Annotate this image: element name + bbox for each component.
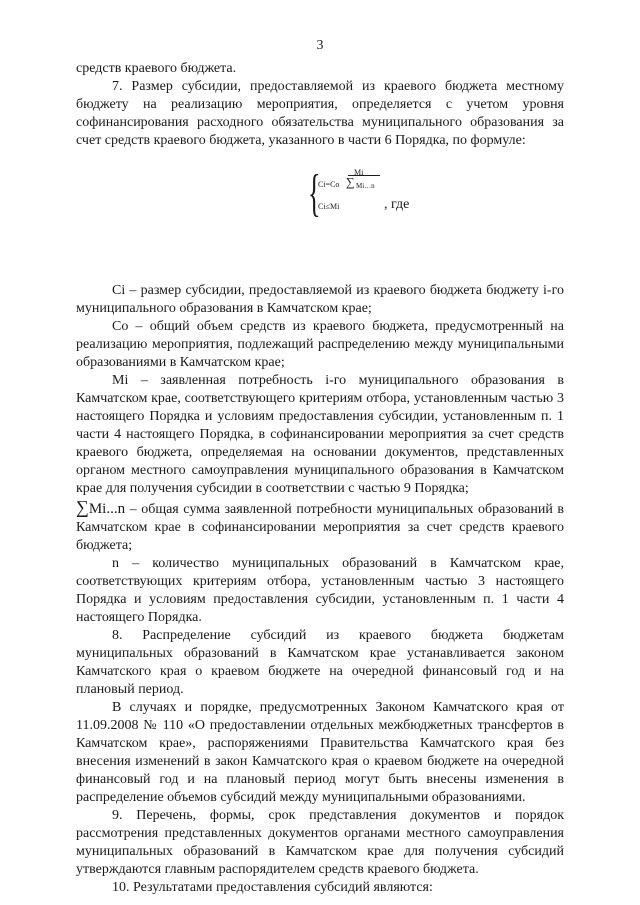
formula-constraint: Ci≤Mi (318, 202, 340, 211)
formula-block (308, 165, 478, 222)
formula-numerator: Mi (354, 168, 364, 177)
formula-ci-co: Ci=Co (318, 180, 340, 189)
formula-where: , где (384, 197, 410, 212)
definition-co: Co – общий объем средств из краевого бюджета, предусмотренный на реализацию мероприятия, подлежащий распределению между муниципальными образованиями в Камчатском крае; (76, 319, 564, 370)
paragraph-9: 9. Перечень, формы, срок представления документов и порядок рассмотрения представленных документов органами местного самоуправления муниципальных образований в Камчатском крае для получения субсидий утверждаются главным распорядителем средств краевого бюджета. (76, 808, 564, 877)
sum-symbol-inline: ∑ (76, 497, 89, 517)
definition-mi: Mi – заявленная потребность i-го муниципального образования в Камчатском крае, соответствующего критериям отбора, установленным частью 3 настоящего Порядка и условиям предоставления субсидии, установленным п. 1 части 4 настоящего Порядка, в софинансировании мероприятия за счет средств краевого бюджета, определяемая на основании документов, представленных органом местного самоуправления муниципального образования в Камчатском крае для получения субсидии в соответствии с частью 9 Порядка; (76, 373, 564, 496)
paragraph-7: 7. Размер субсидии, предоставляемой из краевого бюджета местному бюджету на реализацию мероприятия, определяется с учетом уровня софинансирования расходного обязательства муниципального образования за счет средств краевого бюджета, указанного в части 6 Порядка, по формуле: (76, 79, 564, 148)
definition-ci: Ci – размер субсидии, предоставляемой из краевого бюджета бюджету i-го муниципального образования в Камчатском крае; (76, 283, 564, 316)
paragraph-8-cases: В случаях и порядке, предусмотренных Законом Камчатского края от 11.09.2008 № 110 «О предоставлении отдельных межбюджетных трансфертов в Камчатском крае», распоряжениями Правительства Камчатского края без внесения изменений в закон Камчатского края о краевом бюджете на очередной финансовый год и на плановый период могут быть внесены изменения в распределение объемов субсидий между муниципальными образованиями. (76, 700, 564, 805)
curly-brace: { (308, 165, 321, 222)
sum-symbol: ∑ (346, 175, 355, 189)
document-body (76, 60, 564, 897)
paragraph-10: 10. Результатами предоставления субсидий являются: (112, 880, 433, 895)
definition-sum (76, 498, 564, 555)
paragraph-8: 8. Распределение субсидий из краевого бюджета бюджетам муниципальных образований в Камчатском крае устанавливается законом Камчатского края о краевом бюджете на очередной финансовый год и на плановый период. (76, 628, 564, 697)
definition-sum-text: – общая сумма заявленной потребности муниципальных образований в Камчатском крае в софинансировании мероприятия за счет средств краевого бюджета; (76, 502, 564, 553)
definition-n: n – количество муниципальных образований в Камчатском крае, соответствующих критериям отбора, установленным частью 3 настоящего Порядка и условиям предоставления субсидии, установленным п. 1 части 4 настоящего Порядка. (76, 556, 564, 625)
subsidy-formula (76, 156, 564, 228)
page-number: 3 (316, 38, 324, 53)
paragraph-continuation: средств краевого бюджета. (76, 61, 237, 76)
formula-denominator: Mi…n (356, 182, 375, 190)
sum-term: Mi...n (88, 501, 126, 517)
